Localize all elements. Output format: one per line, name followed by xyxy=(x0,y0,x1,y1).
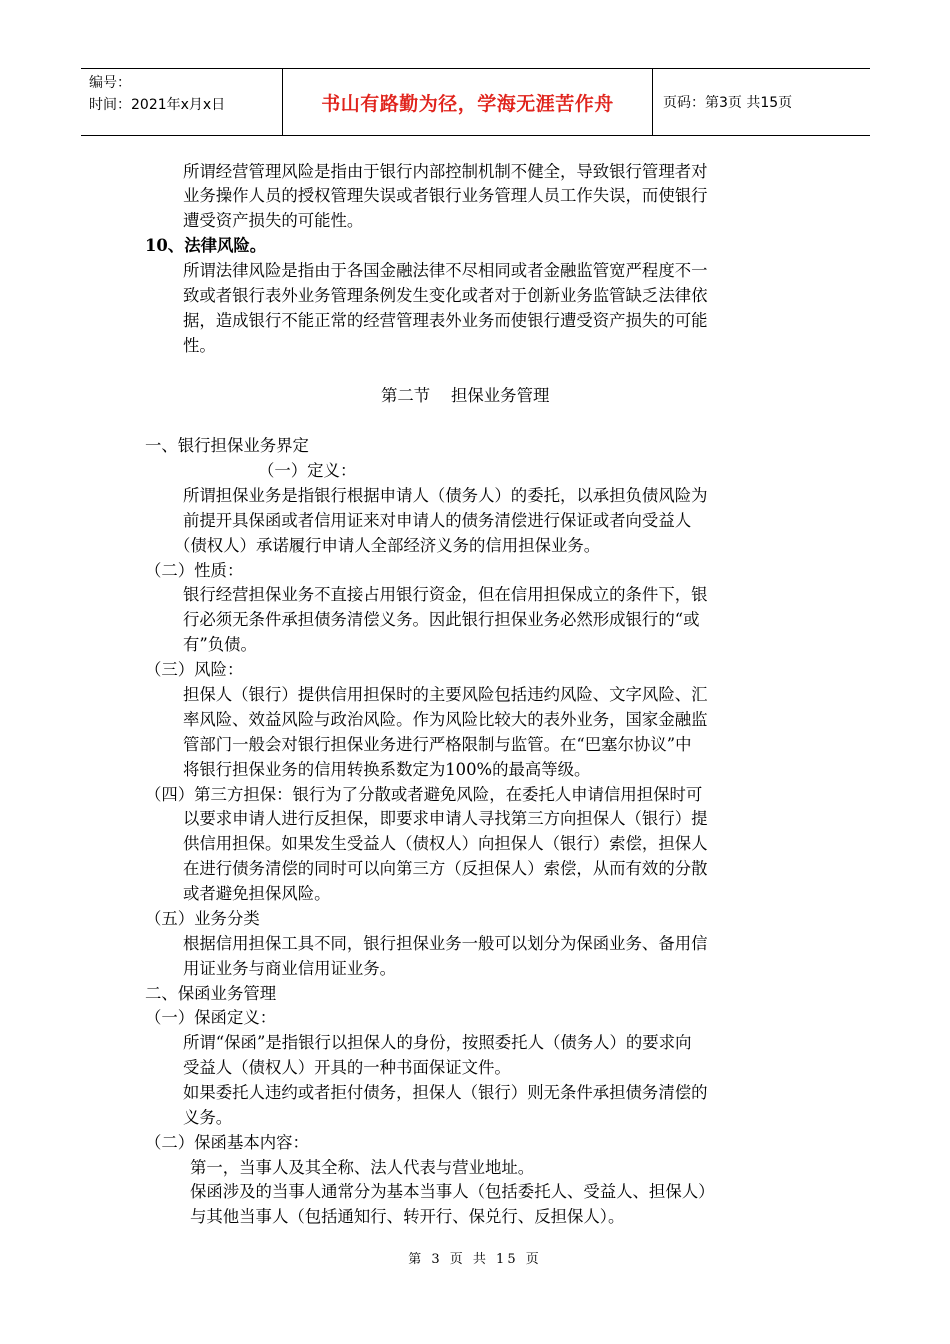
subheading-guarantee-content: （二）保函基本内容： xyxy=(145,1133,309,1152)
paragraph-line: 在进行债务清偿的同时可以向第三方（反担保人）索偿，从而有效的分散 xyxy=(183,859,708,878)
header-motto: 书山有路勤为径，学海无涯苦作舟 xyxy=(283,69,653,135)
paragraph-line: 与其他当事人（包括通知行、转开行、保兑行、反担保人）。 xyxy=(190,1207,625,1226)
header-number-label: 编号： xyxy=(89,75,131,91)
paragraph-line: 有”负债。 xyxy=(183,635,257,654)
subheading-classification: （五）业务分类 xyxy=(145,909,260,928)
paragraph-line: 据，造成银行不能正常的经营管理表外业务而使银行遭受资产损失的可能 xyxy=(183,311,708,330)
paragraph-line: 供信用担保。如果发生受益人（债权人）向担保人（银行）索偿，担保人 xyxy=(183,834,708,853)
paragraph-line: 银行经营担保业务不直接占用银行资金，但在信用担保成立的条件下，银 xyxy=(183,585,708,604)
heading-legal-risk: 10、法律风险。 xyxy=(145,236,267,255)
paragraph-line: 业务操作人员的授权管理失误或者银行业务管理人员工作失误，而使银行 xyxy=(183,186,708,205)
subheading-definition: （一）定义： xyxy=(258,461,357,480)
paragraph-line: 所谓经营管理风险是指由于银行内部控制机制不健全，导致银行管理者对 xyxy=(183,162,708,181)
paragraph-line: （债权人）承诺履行申请人全部经济义务的信用担保业务。 xyxy=(174,536,601,555)
paragraph-line: 所谓“保函”是指银行以担保人的身份，按照委托人（债务人）的要求向 xyxy=(183,1033,692,1052)
paragraph-line: 率风险、效益风险与政治风险。作为风险比较大的表外业务，国家金融监 xyxy=(183,710,708,729)
paragraph-line: 以要求申请人进行反担保，即要求申请人寻找第三方向担保人（银行）提 xyxy=(183,809,708,828)
paragraph-line: 根据信用担保工具不同，银行担保业务一般可以划分为保函业务、备用信 xyxy=(183,934,708,953)
subheading-nature: （二）性质： xyxy=(145,561,244,580)
subheading-risk: （三）风险： xyxy=(145,660,244,679)
paragraph-line: 担保人（银行）提供信用担保时的主要风险包括违约风险、文字风险、汇 xyxy=(183,685,708,704)
paragraph-line: 管部门一般会对银行担保业务进行严格限制与监管。在“巴塞尔协议”中 xyxy=(183,735,692,754)
paragraph-line: 如果委托人违约或者拒付债务，担保人（银行）则无条件承担债务清偿的 xyxy=(183,1083,708,1102)
subheading-third-party: （四）第三方担保：银行为了分散或者避免风险，在委托人申请信用担保时可 xyxy=(145,785,703,804)
paragraph-line: 行必须无条件承担债务清偿义务。因此银行担保业务必然形成银行的“或 xyxy=(183,610,700,629)
paragraph-line: 受益人（债权人）开具的一种书面保证文件。 xyxy=(183,1058,511,1077)
paragraph-line: 义务。 xyxy=(183,1108,233,1127)
paragraph-line: 将银行担保业务的信用转换系数定为100%的最高等级。 xyxy=(183,760,591,779)
paragraph-line: 或者避免担保风险。 xyxy=(183,884,331,903)
paragraph-line: 致或者银行表外业务管理条例发生变化或者对于创新业务监管缺乏法律依 xyxy=(183,286,708,305)
heading-1: 一、银行担保业务界定 xyxy=(145,436,309,455)
paragraph-line: 前提开具保函或者信用证来对申请人的债务清偿进行保证或者向受益人 xyxy=(183,511,692,530)
page-footer: 第 3 页 共 15 页 xyxy=(408,1252,542,1267)
subheading-guarantee-definition: （一）保函定义： xyxy=(145,1008,277,1027)
paragraph-line: 遭受资产损失的可能性。 xyxy=(183,211,364,230)
paragraph-line: 保函涉及的当事人通常分为基本当事人（包括委托人、受益人、担保人） xyxy=(190,1182,715,1201)
paragraph-line: 性。 xyxy=(183,336,216,355)
header-time-label: 时间：2021年x月x日 xyxy=(89,97,226,113)
section-title: 第二节 担保业务管理 xyxy=(381,386,550,405)
heading-2: 二、保函业务管理 xyxy=(145,984,277,1003)
paragraph-line: 第一，当事人及其全称、法人代表与营业地址。 xyxy=(190,1158,535,1177)
page-header xyxy=(81,68,870,136)
header-page-label: 页码：第3页 共15页 xyxy=(663,95,793,111)
paragraph-line: 用证业务与商业信用证业务。 xyxy=(183,959,397,978)
header-meta xyxy=(81,69,283,135)
paragraph-line: 所谓法律风险是指由于各国金融法律不尽相同或者金融监管宽严程度不一 xyxy=(183,261,708,280)
paragraph-line: 所谓担保业务是指银行根据申请人（债务人）的委托，以承担负债风险为 xyxy=(183,486,708,505)
